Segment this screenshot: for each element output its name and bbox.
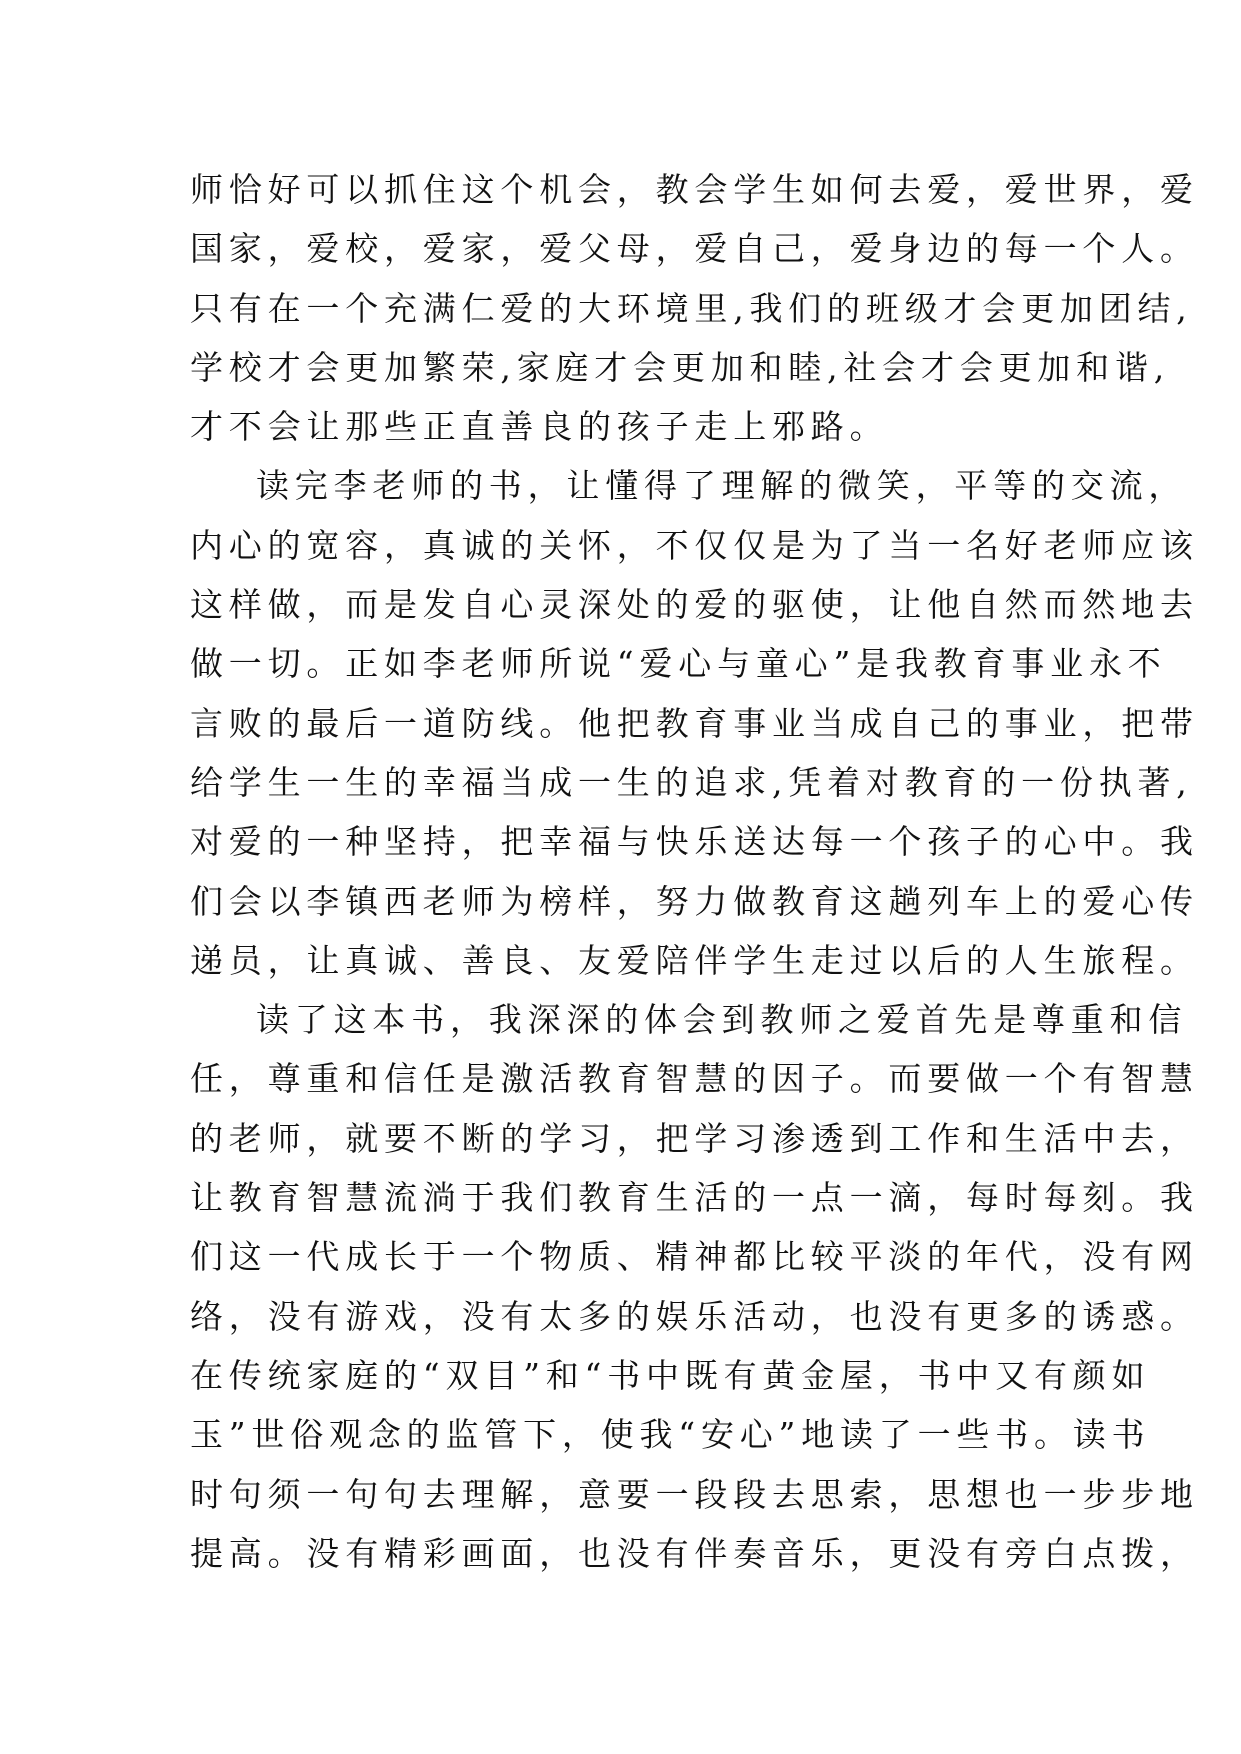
text-line: 读完李老师的书，让懂得了理解的微笑，平等的交流， — [256, 466, 1188, 506]
text-line: 只有在一个充满仁爱的大环境里,我们的班级才会更加团结, — [190, 288, 1193, 328]
text-line: 才不会让那些正直善良的孩子走上邪路。 — [190, 407, 889, 447]
text-line: 学校才会更加繁荣,家庭才会更加和睦,社会才会更加和谐, — [190, 347, 1171, 387]
text-line: 们这一代成长于一个物质、精神都比较平淡的年代，没有网 — [190, 1237, 1199, 1277]
text-line: 们会以李镇西老师为榜样，努力做教育这趟列车上的爱心传 — [190, 881, 1199, 921]
text-line: 国家，爱校，爱家，爱父母，爱自己，爱身边的每一个人。 — [190, 229, 1199, 269]
body-text — [190, 160, 1199, 1583]
text-line: 玉”世俗观念的监管下，使我“安心”地读了一些书。读书 — [190, 1415, 1151, 1455]
text-line: 这样做，而是发自心灵深处的爱的驱使，让他自然而然地去 — [190, 585, 1199, 625]
text-line: 做一切。正如李老师所说“爱心与童心”是我教育事业永不 — [190, 644, 1167, 684]
text-line: 言败的最后一道防线。他把教育事业当成自己的事业，把带 — [190, 703, 1199, 743]
text-line: 内心的宽容，真诚的关怀，不仅仅是为了当一名好老师应该 — [190, 525, 1199, 565]
text-line: 提高。没有精彩画面，也没有伴奏音乐，更没有旁白点拨， — [190, 1533, 1199, 1573]
text-line: 让教育智慧流淌于我们教育生活的一点一滴，每时每刻。我 — [190, 1178, 1199, 1218]
text-line: 对爱的一种坚持，把幸福与快乐送达每一个孩子的心中。我 — [190, 822, 1199, 862]
text-line: 络，没有游戏，没有太多的娱乐活动，也没有更多的诱惑。 — [190, 1296, 1199, 1336]
text-line: 给学生一生的幸福当成一生的追求,凭着对教育的一份执著, — [190, 762, 1193, 802]
text-line: 时句须一句句去理解，意要一段段去思索，思想也一步步地 — [190, 1474, 1199, 1514]
text-line: 读了这本书，我深深的体会到教师之爱首先是尊重和信 — [256, 1000, 1188, 1040]
text-line: 任，尊重和信任是激活教育智慧的因子。而要做一个有智慧 — [190, 1059, 1199, 1099]
text-line: 在传统家庭的“双目”和“书中既有黄金屋，书中又有颜如 — [190, 1355, 1151, 1395]
text-line: 师恰好可以抓住这个机会，教会学生如何去爱，爱世界，爱 — [190, 170, 1199, 209]
text-line: 递员，让真诚、善良、友爱陪伴学生走过以后的人生旅程。 — [190, 940, 1199, 980]
text-line: 的老师，就要不断的学习，把学习渗透到工作和生活中去， — [190, 1118, 1199, 1158]
